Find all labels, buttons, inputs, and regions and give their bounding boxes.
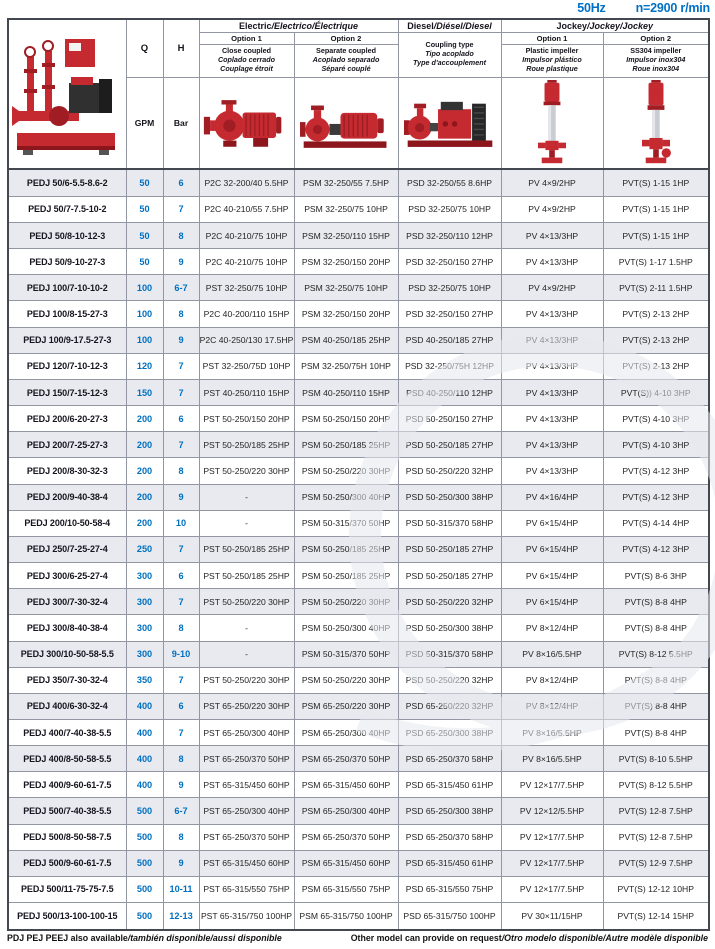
jockey-option2-value: PVT(S) 8-8 4HP xyxy=(603,693,709,719)
diesel-value: PSD 65-250/370 58HP xyxy=(398,824,501,850)
model-cell: PEDJ 400/6-30-32-4 xyxy=(8,693,126,719)
jockey-option1-value: PV 8×16/5.5HP xyxy=(501,719,603,745)
diesel-value: PSD 32-250/150 27HP xyxy=(398,249,501,275)
footer-left: PDJ PEJ PEEJ also available/también disponible/aussi disponible xyxy=(7,933,282,943)
q-value: 150 xyxy=(126,379,163,405)
jockey-option2-value: PVT(S) 2-13 2HP xyxy=(603,327,709,353)
jockey-option2-value: PVT(S) 1-17 1.5HP xyxy=(603,249,709,275)
electric-option2-value: PSM 65-250/300 40HP xyxy=(294,798,398,824)
jockey-option1-value: PV 8×12/4HP xyxy=(501,667,603,693)
jockey-option1-value: PV 8×12/4HP xyxy=(501,693,603,719)
electric-option1-value: P2C 32-200/40 5.5HP xyxy=(199,169,294,196)
model-cell: PEDJ 400/9-60-61-7.5 xyxy=(8,772,126,798)
model-cell: PEDJ 400/7-40-38-5.5 xyxy=(8,719,126,745)
rpm-label: n=2900 r/min xyxy=(635,1,710,15)
jockey-option1-value: PV 4×13/3HP xyxy=(501,223,603,249)
jockey-option1-value: PV 4×9/2HP xyxy=(501,196,603,222)
q-value: 500 xyxy=(126,824,163,850)
electric-option1-value: PST 50-250/185 25HP xyxy=(199,432,294,458)
electric-option1-header: Option 1 xyxy=(199,32,294,44)
separate-coupled-pump-photo xyxy=(294,77,398,169)
electric-option1-value: - xyxy=(199,641,294,667)
h-unit-header: Bar xyxy=(163,77,199,169)
diesel-value: PSD 65-315/550 75HP xyxy=(398,876,501,902)
jockey-option1-value: PV 30×11/15HP xyxy=(501,903,603,930)
jockey-option1-value: PV 12×17/7.5HP xyxy=(501,850,603,876)
model-cell: PEDJ 200/10-50-58-4 xyxy=(8,510,126,536)
spec-row xyxy=(8,563,709,589)
jockey-option1-value: PV 6×15/4HP xyxy=(501,510,603,536)
electric-option1-value: PST 65-250/370 50HP xyxy=(199,824,294,850)
spec-row xyxy=(8,641,709,667)
jockey-option2-value: PVT(S) 1-15 1HP xyxy=(603,169,709,196)
h-value: 8 xyxy=(163,615,199,641)
model-cell: PEDJ 300/8-40-38-4 xyxy=(8,615,126,641)
diesel-engine-pump-photo xyxy=(398,77,501,169)
spec-row xyxy=(8,432,709,458)
q-value: 400 xyxy=(126,693,163,719)
q-value: 250 xyxy=(126,536,163,562)
diesel-value: PSD 32-250/75H 12HP xyxy=(398,353,501,379)
spec-row xyxy=(8,589,709,615)
electric-option1-value: P2C 40-210/55 7.5HP xyxy=(199,196,294,222)
electric-option2-header: Option 2 xyxy=(294,32,398,44)
model-cell: PEDJ 100/9-17.5-27-3 xyxy=(8,327,126,353)
electric-option2-value: PSM 50-250/300 40HP xyxy=(294,484,398,510)
electric-option1-value: PST 40-250/110 15HP xyxy=(199,379,294,405)
electric-option1-value: PST 65-250/300 40HP xyxy=(199,719,294,745)
jockey-option1-value: PV 4×13/3HP xyxy=(501,301,603,327)
electric-option2-value: PSM 32-250/150 20HP xyxy=(294,249,398,275)
h-value: 6 xyxy=(163,563,199,589)
jockey-option2-value: PVT(S) 2-11 1.5HP xyxy=(603,275,709,301)
diesel-value: PSD 32-250/150 27HP xyxy=(398,301,501,327)
spec-row xyxy=(8,719,709,745)
model-cell: PEDJ 500/9-60-61-7.5 xyxy=(8,850,126,876)
electric-option2-value: PSM 65-315/750 100HP xyxy=(294,903,398,930)
model-cell: PEDJ 500/7-40-38-5.5 xyxy=(8,798,126,824)
electric-option2-value: PSM 50-250/300 40HP xyxy=(294,615,398,641)
q-value: 100 xyxy=(126,327,163,353)
spec-row xyxy=(8,903,709,930)
electric-option2-value: PSM 65-250/300 40HP xyxy=(294,719,398,745)
h-value: 9-10 xyxy=(163,641,199,667)
h-value: 6 xyxy=(163,693,199,719)
spec-row xyxy=(8,510,709,536)
spec-row xyxy=(8,772,709,798)
diesel-value: PSD 65-250/300 38HP xyxy=(398,798,501,824)
q-value: 400 xyxy=(126,719,163,745)
electric-option2-value: PSM 65-315/550 75HP xyxy=(294,876,398,902)
q-value: 200 xyxy=(126,406,163,432)
spec-row xyxy=(8,301,709,327)
diesel-value: PSD 50-315/370 58HP xyxy=(398,641,501,667)
jockey-option2-value: PVT(S) 12-9 7.5HP xyxy=(603,850,709,876)
q-value: 200 xyxy=(126,510,163,536)
model-cell: PEDJ 500/13-100-100-15 xyxy=(8,903,126,930)
spec-row xyxy=(8,615,709,641)
electric-option1-value: P2C 40-210/75 10HP xyxy=(199,223,294,249)
spec-row xyxy=(8,169,709,196)
plastic-impeller-description: Plastic impeller Impulsor plástico Roue plastique xyxy=(501,44,603,77)
electric-option2-value: PSM 40-250/185 25HP xyxy=(294,327,398,353)
jockey-option2-value: PVT(S) 8-10 5.5HP xyxy=(603,746,709,772)
spec-row xyxy=(8,458,709,484)
q-value: 350 xyxy=(126,667,163,693)
jockey-option1-value: PV 6×15/4HP xyxy=(501,589,603,615)
jockey-option1-value: PV 12×12/5.5HP xyxy=(501,798,603,824)
h-value: 7 xyxy=(163,353,199,379)
spec-row xyxy=(8,406,709,432)
diesel-value: PSD 32-250/110 12HP xyxy=(398,223,501,249)
electric-option2-value: PSM 50-315/370 50HP xyxy=(294,641,398,667)
jockey-option2-value: PVT(S) 1-15 1HP xyxy=(603,223,709,249)
model-cell: PEDJ 200/9-40-38-4 xyxy=(8,484,126,510)
spec-row xyxy=(8,249,709,275)
q-value: 400 xyxy=(126,746,163,772)
diesel-value: PSD 50-250/300 38HP xyxy=(398,484,501,510)
jockey-option1-value: PV 4×13/3HP xyxy=(501,249,603,275)
jockey-option1-value: PV 12×17/7.5HP xyxy=(501,876,603,902)
jockey-option2-value: PVT(S) 4-12 3HP xyxy=(603,458,709,484)
diesel-value: PSD 50-250/185 27HP xyxy=(398,563,501,589)
vertical-multistage-pump-photo xyxy=(501,77,603,169)
diesel-value: PSD 65-250/300 38HP xyxy=(398,719,501,745)
spec-row xyxy=(8,484,709,510)
spec-rows xyxy=(8,169,709,930)
electric-option2-value: PSM 50-250/185 25HP xyxy=(294,432,398,458)
electric-option2-value: PSM 50-250/185 25HP xyxy=(294,563,398,589)
model-cell: PEDJ 50/7-7.5-10-2 xyxy=(8,196,126,222)
electric-option1-value: PST 32-250/75D 10HP xyxy=(199,353,294,379)
jockey-option1-value: PV 4×13/3HP xyxy=(501,458,603,484)
h-value: 6 xyxy=(163,406,199,432)
jockey-option2-value: PVT(S) 4-12 3HP xyxy=(603,536,709,562)
footer-note xyxy=(7,933,708,943)
fire-pump-package-photo xyxy=(8,19,126,169)
jockey-option1-value: PV 8×12/4HP xyxy=(501,615,603,641)
q-value: 100 xyxy=(126,301,163,327)
jockey-option1-value: PV 12×17/7.5HP xyxy=(501,824,603,850)
electric-option2-value: PSM 50-250/220 30HP xyxy=(294,667,398,693)
q-value: 50 xyxy=(126,223,163,249)
model-cell: PEDJ 120/7-10-12-3 xyxy=(8,353,126,379)
q-value: 120 xyxy=(126,353,163,379)
diesel-value: PSD 50-250/185 27HP xyxy=(398,432,501,458)
diesel-value: PSD 32-250/55 8.6HP xyxy=(398,169,501,196)
diesel-value: PSD 65-250/370 58HP xyxy=(398,746,501,772)
close-coupled-pump-photo xyxy=(199,77,294,169)
h-value: 10 xyxy=(163,510,199,536)
q-value: 300 xyxy=(126,589,163,615)
electric-option1-value: - xyxy=(199,615,294,641)
h-value: 9 xyxy=(163,484,199,510)
jockey-option2-value: PVT(S) 12-8 7.5HP xyxy=(603,824,709,850)
spec-row xyxy=(8,667,709,693)
diesel-value: PSD 65-250/220 32HP xyxy=(398,693,501,719)
electric-option1-value: PST 50-250/220 30HP xyxy=(199,589,294,615)
jockey-option2-header: Option 2 xyxy=(603,32,709,44)
jockey-option2-value: PVT(S) 8-8 4HP xyxy=(603,667,709,693)
q-value: 50 xyxy=(126,169,163,196)
spec-row xyxy=(8,275,709,301)
diesel-value: PSD 50-250/300 38HP xyxy=(398,615,501,641)
q-value: 500 xyxy=(126,903,163,930)
q-value: 100 xyxy=(126,275,163,301)
h-value: 12-13 xyxy=(163,903,199,930)
spec-row xyxy=(8,746,709,772)
electric-option2-value: PSM 32-250/150 20HP xyxy=(294,301,398,327)
electric-option2-value: PSM 65-250/370 50HP xyxy=(294,746,398,772)
electric-option2-value: PSM 50-250/220 30HP xyxy=(294,589,398,615)
jockey-option2-value: PVT(S) 4-14 4HP xyxy=(603,510,709,536)
jockey-option1-value: PV 4×13/3HP xyxy=(501,327,603,353)
model-cell: PEDJ 50/6-5.5-8.6-2 xyxy=(8,169,126,196)
electric-option1-value: PST 50-250/185 25HP xyxy=(199,536,294,562)
jockey-option2-value: PVT(S) 12-8 7.5HP xyxy=(603,798,709,824)
jockey-option2-value: PVT(S) 4-12 3HP xyxy=(603,484,709,510)
q-value: 500 xyxy=(126,798,163,824)
diesel-value: PSD 32-250/75 10HP xyxy=(398,275,501,301)
q-value: 400 xyxy=(126,772,163,798)
pump-spec-table xyxy=(7,18,710,931)
model-cell: PEDJ 100/8-15-27-3 xyxy=(8,301,126,327)
jockey-option2-value: PVT(S) 2-13 2HP xyxy=(603,353,709,379)
model-cell: PEDJ 300/7-30-32-4 xyxy=(8,589,126,615)
jockey-option1-value: PV 8×16/5.5HP xyxy=(501,746,603,772)
electric-option2-value: PSM 50-250/220 30HP xyxy=(294,458,398,484)
model-cell: PEDJ 500/11-75-75-7.5 xyxy=(8,876,126,902)
spec-row xyxy=(8,327,709,353)
jockey-option2-value: PVT(S) 12-14 15HP xyxy=(603,903,709,930)
h-value: 8 xyxy=(163,458,199,484)
ss304-impeller-description: SS304 impeller Impulsor inox304 Roue inox304 xyxy=(603,44,709,77)
jockey-option2-value: PVT(S) 8-12 5.5HP xyxy=(603,641,709,667)
jockey-option2-value: PVT(S) 1-15 1HP xyxy=(603,196,709,222)
q-value: 300 xyxy=(126,563,163,589)
table-header xyxy=(8,19,709,169)
electric-option1-value: PST 65-250/370 50HP xyxy=(199,746,294,772)
h-value: 8 xyxy=(163,824,199,850)
q-value: 200 xyxy=(126,458,163,484)
jockey-option1-value: PV 4×13/3HP xyxy=(501,353,603,379)
electric-option2-value: PSM 65-250/370 50HP xyxy=(294,824,398,850)
h-value: 6-7 xyxy=(163,798,199,824)
diesel-value: PSD 32-250/75 10HP xyxy=(398,196,501,222)
q-value: 200 xyxy=(126,484,163,510)
diesel-value: PSD 65-315/750 100HP xyxy=(398,903,501,930)
electric-option2-value: PSM 32-250/55 7.5HP xyxy=(294,169,398,196)
jockey-option1-value: PV 8×16/5.5HP xyxy=(501,641,603,667)
footer-right: Other model can provide on request/Otro modelo disponible/Autre modèle disponible xyxy=(350,933,708,943)
electric-option1-value: PST 50-250/220 30HP xyxy=(199,667,294,693)
electric-group-header: Electric/Electrico/Électrique xyxy=(199,19,398,32)
electric-option2-value: PSM 50-250/150 20HP xyxy=(294,406,398,432)
electric-option1-value: - xyxy=(199,510,294,536)
h-value: 8 xyxy=(163,223,199,249)
spec-row xyxy=(8,824,709,850)
model-cell: PEDJ 200/8-30-32-3 xyxy=(8,458,126,484)
jockey-option2-value: PVT(S) 12-12 10HP xyxy=(603,876,709,902)
diesel-value: PSD 65-315/450 61HP xyxy=(398,772,501,798)
q-value: 50 xyxy=(126,196,163,222)
spec-row xyxy=(8,379,709,405)
q-value: 200 xyxy=(126,432,163,458)
frequency-label: 50Hz xyxy=(577,1,606,15)
q-value: 50 xyxy=(126,249,163,275)
electric-option2-value: PSM 65-250/220 30HP xyxy=(294,693,398,719)
electric-option2-value: PSM 32-250/75H 10HP xyxy=(294,353,398,379)
diesel-value: PSD 50-250/150 27HP xyxy=(398,406,501,432)
jockey-option2-value: PVT(S) 8-8 4HP xyxy=(603,589,709,615)
model-cell: PEDJ 50/9-10-27-3 xyxy=(8,249,126,275)
jockey-option2-value: PVT(S) 8-12 5.5HP xyxy=(603,772,709,798)
h-value: 9 xyxy=(163,249,199,275)
h-value: 7 xyxy=(163,667,199,693)
model-cell: PEDJ 100/7-10-10-2 xyxy=(8,275,126,301)
jockey-option2-value: PVT(S) 8-8 4HP xyxy=(603,615,709,641)
h-value: 7 xyxy=(163,536,199,562)
jockey-option1-value: PV 12×17/7.5HP xyxy=(501,772,603,798)
electric-option1-value: P2C 40-200/110 15HP xyxy=(199,301,294,327)
diesel-value: PSD 40-250/185 27HP xyxy=(398,327,501,353)
diesel-group-header: Diesel/Diésel/Diesel xyxy=(398,19,501,32)
jockey-option2-value: PVT(S) 8-8 4HP xyxy=(603,719,709,745)
model-cell: PEDJ 300/10-50-58-5.5 xyxy=(8,641,126,667)
model-cell: PEDJ 200/6-20-27-3 xyxy=(8,406,126,432)
electric-option1-value: PST 50-250/185 25HP xyxy=(199,563,294,589)
ss304-vertical-pump-photo xyxy=(603,77,709,169)
spec-row xyxy=(8,798,709,824)
diesel-value: PSD 50-315/370 58HP xyxy=(398,510,501,536)
electric-option2-value: PSM 50-315/370 50HP xyxy=(294,510,398,536)
electric-option1-value: PST 65-315/450 60HP xyxy=(199,772,294,798)
electric-option1-value: PST 65-315/450 60HP xyxy=(199,850,294,876)
q-value: 500 xyxy=(126,850,163,876)
speed-info xyxy=(577,1,710,15)
diesel-value: PSD 40-250/110 12HP xyxy=(398,379,501,405)
h-value: 9 xyxy=(163,850,199,876)
electric-option1-value: - xyxy=(199,484,294,510)
diesel-description: Coupling type Tipo acoplado Type d'accouplement xyxy=(398,32,501,77)
model-cell: PEDJ 300/6-25-27-4 xyxy=(8,563,126,589)
jockey-option2-value: PVT(S) 8-6 3HP xyxy=(603,563,709,589)
jockey-option1-header: Option 1 xyxy=(501,32,603,44)
spec-row xyxy=(8,693,709,719)
h-value: 7 xyxy=(163,719,199,745)
model-cell: PEDJ 50/8-10-12-3 xyxy=(8,223,126,249)
diesel-value: PSD 65-315/450 61HP xyxy=(398,850,501,876)
electric-option2-value: PSM 40-250/110 15HP xyxy=(294,379,398,405)
h-value: 8 xyxy=(163,746,199,772)
electric-option2-value: PSM 65-315/450 60HP xyxy=(294,850,398,876)
jockey-option1-value: PV 4×9/2HP xyxy=(501,275,603,301)
electric-option2-value: PSM 65-315/450 60HP xyxy=(294,772,398,798)
jockey-group-header: Jockey/Jockey/Jockey xyxy=(501,19,709,32)
diesel-value: PSD 50-250/220 32HP xyxy=(398,458,501,484)
h-value: 8 xyxy=(163,301,199,327)
electric-option1-value: PST 50-250/150 20HP xyxy=(199,406,294,432)
model-cell: PEDJ 400/8-50-58-5.5 xyxy=(8,746,126,772)
close-coupled-description: Close coupled Coplado cerrado Couplage étroit xyxy=(199,44,294,77)
h-value: 7 xyxy=(163,432,199,458)
electric-option2-value: PSM 50-250/185 25HP xyxy=(294,536,398,562)
spec-row xyxy=(8,876,709,902)
model-cell: PEDJ 350/7-30-32-4 xyxy=(8,667,126,693)
q-value: 300 xyxy=(126,641,163,667)
spec-row xyxy=(8,196,709,222)
h-value: 10-11 xyxy=(163,876,199,902)
jockey-option2-value: PVT(S) 4-10 3HP xyxy=(603,432,709,458)
diesel-value: PSD 50-250/185 27HP xyxy=(398,536,501,562)
jockey-option2-value: PVT(S) 2-13 2HP xyxy=(603,301,709,327)
spec-row xyxy=(8,536,709,562)
electric-option1-value: PST 65-315/550 75HP xyxy=(199,876,294,902)
q-unit-header: GPM xyxy=(126,77,163,169)
q-value: 300 xyxy=(126,615,163,641)
q-column-header: Q xyxy=(126,19,163,77)
jockey-option2-value: PVT(S)) 4-10 3HP xyxy=(603,379,709,405)
model-cell: PEDJ 500/8-50-58-7.5 xyxy=(8,824,126,850)
q-value: 500 xyxy=(126,876,163,902)
electric-option1-value: PST 65-250/300 40HP xyxy=(199,798,294,824)
electric-option1-value: PST 65-315/750 100HP xyxy=(199,903,294,930)
electric-option2-value: PSM 32-250/110 15HP xyxy=(294,223,398,249)
h-value: 7 xyxy=(163,589,199,615)
jockey-option1-value: PV 6×15/4HP xyxy=(501,563,603,589)
h-value: 7 xyxy=(163,379,199,405)
jockey-option1-value: PV 4×9/2HP xyxy=(501,169,603,196)
jockey-option1-value: PV 4×13/3HP xyxy=(501,432,603,458)
model-cell: PEDJ 250/7-25-27-4 xyxy=(8,536,126,562)
h-value: 9 xyxy=(163,327,199,353)
spec-row xyxy=(8,353,709,379)
h-value: 6 xyxy=(163,169,199,196)
model-cell: PEDJ 200/7-25-27-3 xyxy=(8,432,126,458)
electric-option2-value: PSM 32-250/75 10HP xyxy=(294,196,398,222)
jockey-option2-value: PVT(S) 4-10 3HP xyxy=(603,406,709,432)
electric-option1-value: P2C 40-210/75 10HP xyxy=(199,249,294,275)
electric-option1-value: PST 32-250/75 10HP xyxy=(199,275,294,301)
spec-row xyxy=(8,223,709,249)
electric-option1-value: PST 50-250/220 30HP xyxy=(199,458,294,484)
jockey-option1-value: PV 4×13/3HP xyxy=(501,406,603,432)
h-value: 9 xyxy=(163,772,199,798)
diesel-value: PSD 50-250/220 32HP xyxy=(398,667,501,693)
jockey-option1-value: PV 4×16/4HP xyxy=(501,484,603,510)
separate-coupled-description: Separate coupled Acoplado separado Séparé couplé xyxy=(294,44,398,77)
electric-option1-value: PST 65-250/220 30HP xyxy=(199,693,294,719)
spec-row xyxy=(8,850,709,876)
jockey-option1-value: PV 6×15/4HP xyxy=(501,536,603,562)
model-cell: PEDJ 150/7-15-12-3 xyxy=(8,379,126,405)
jockey-option1-value: PV 4×13/3HP xyxy=(501,379,603,405)
h-column-header: H xyxy=(163,19,199,77)
diesel-value: PSD 50-250/220 32HP xyxy=(398,589,501,615)
h-value: 6-7 xyxy=(163,275,199,301)
electric-option2-value: PSM 32-250/75 10HP xyxy=(294,275,398,301)
electric-option1-value: P2C 40-250/130 17.5HP xyxy=(199,327,294,353)
h-value: 7 xyxy=(163,196,199,222)
